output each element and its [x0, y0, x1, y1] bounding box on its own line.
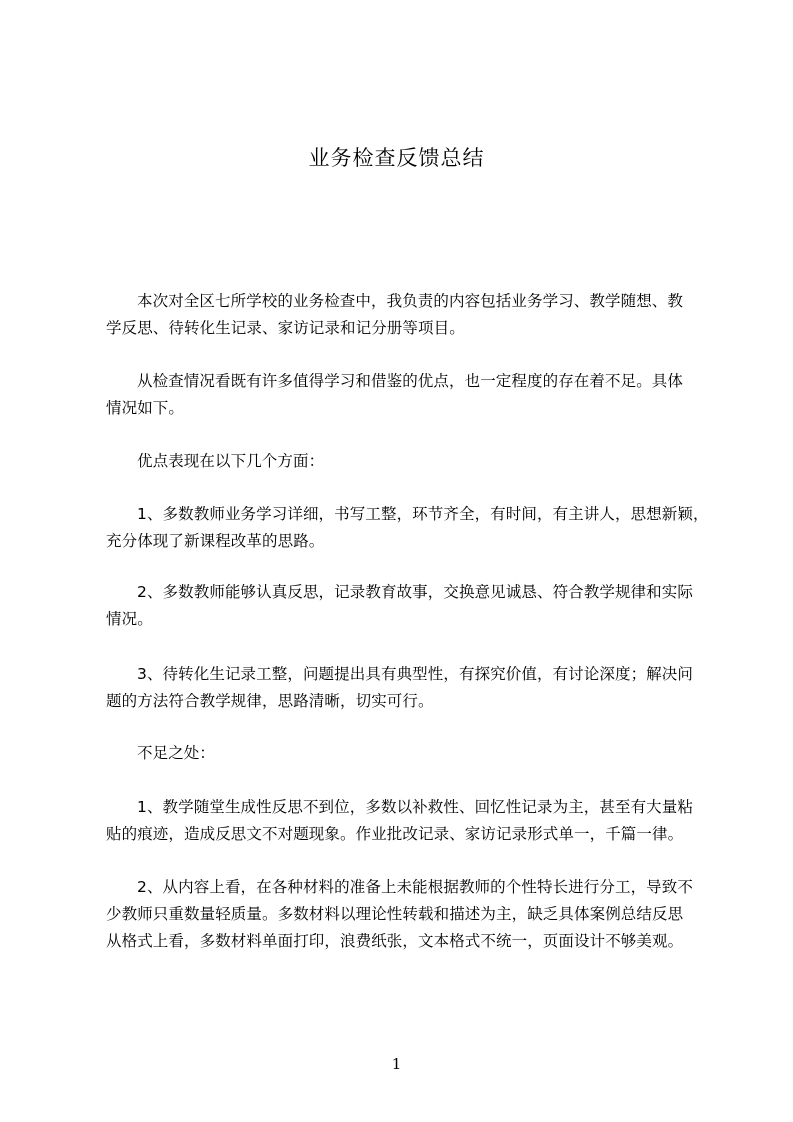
- paragraph-line: 1、教学随堂生成性反思不到位，多数以补救性、回忆性记录为主，甚至有大量粘: [137, 798, 693, 816]
- paragraph-line: 充分体现了新课程改革的思路。: [106, 532, 325, 550]
- paragraph-line: 从检查情况看既有许多值得学习和借鉴的优点，也一定程度的存在着不足。具体: [137, 372, 684, 390]
- weakness-item-1: [106, 794, 714, 848]
- strength-item-3: [106, 661, 714, 715]
- paragraph-line: 优点表现在以下几个方面：: [137, 452, 325, 470]
- paragraph-line: 学反思、待转化生记录、家访记录和记分册等项目。: [106, 319, 465, 337]
- weakness-item-2: [106, 874, 714, 955]
- paragraph-line: 不足之处：: [137, 744, 216, 762]
- paragraph-overview: [106, 368, 714, 422]
- strength-item-1: [106, 501, 714, 555]
- page-number: 1: [391, 1055, 402, 1073]
- paragraph-line: 2、从内容上看，在各种材料的准备上未能根据教师的个性特长进行分工，导致不: [137, 878, 693, 896]
- paragraph-line: 情况如下。: [106, 399, 185, 417]
- heading-strengths: [106, 448, 714, 475]
- document-title: 业务检查反馈总结: [308, 146, 485, 170]
- paragraph-line: 本次对全区七所学校的业务检查中，我负责的内容包括业务学习、教学随想、教: [137, 292, 684, 310]
- strength-item-2: [106, 579, 714, 633]
- paragraph-line: 贴的痕迹，造成反思文不对题现象。作业批改记录、家访记录形式单一，千篇一律。: [106, 825, 684, 843]
- heading-weaknesses: [106, 740, 714, 767]
- paragraph-line: 题的方法符合教学规律，思路清晰，切实可行。: [106, 692, 434, 710]
- paragraph-intro: [106, 288, 714, 342]
- paragraph-line: 3、待转化生记录工整，问题提出具有典型性，有探究价值，有讨论深度；解决问: [137, 665, 693, 683]
- paragraph-line: 情况。: [106, 610, 153, 628]
- paragraph-line: 少教师只重数量轻质量。多数材料以理论性转载和描述为主，缺乏具体案例总结反思: [106, 905, 684, 923]
- paragraph-line: 从格式上看，多数材料单面打印，浪费纸张，文本格式不统一，页面设计不够美观。: [106, 932, 684, 950]
- paragraph-line: 2、多数教师能够认真反思，记录教育故事，交换意见诚恳、符合教学规律和实际: [137, 583, 693, 601]
- paragraph-line: 1、多数教师业务学习详细，书写工整，环节齐全，有时间，有主讲人，思想新颖，: [137, 505, 709, 523]
